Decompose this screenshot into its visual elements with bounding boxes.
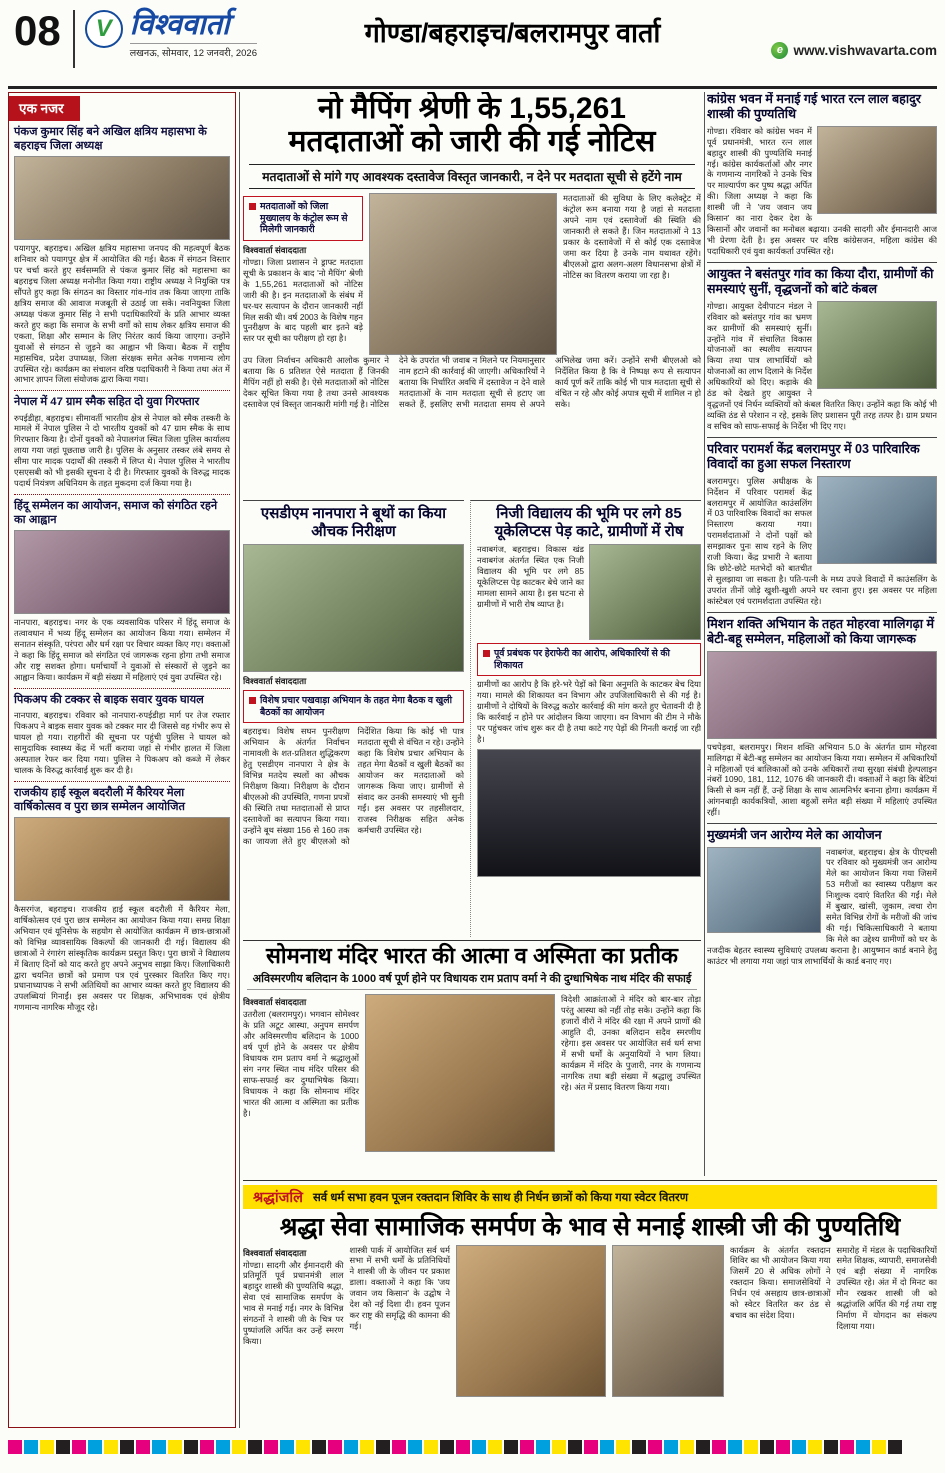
page-header bbox=[8, 6, 937, 84]
right-column bbox=[707, 92, 937, 1176]
article-photo bbox=[589, 544, 701, 640]
gathering-photo bbox=[612, 1245, 724, 1397]
article-column bbox=[730, 1245, 831, 1397]
color-registration-swatch bbox=[600, 1440, 614, 1454]
article-body: कैसरगंज, बहराइच। राजकीय हाई स्कूल बदरौली में कैरियर मेला, वार्षिकोत्सव एवं पुरा छात्र सम्मेलन का आयोजन किया गया। समग्र शिक्षा अभियान एवं यूनिसेफ के सहयोग से आयोजित कार्यक्रम में छात्र-छात्राओं को विभिन्न व्यावसायिक विकल्पों की जानकारी दी गई। विद्यालय की छात्राओं ने रंगारंग सांस्कृतिक कार्यक्रम प्रस्तुत किए। पुरा छात्रों ने विद्यालय में बिताए दिनों को याद करते हुए अपने अनुभव साझा किए। जिलाधिकारी द्वारा चयनित छात्रों को प्रमाण पत्र एवं पुरस्कार वितरित किए गए। प्रधानाध्यापक ने सभी अतिथियों का आभार व्यक्त करते हुए विद्यालय की उपलब्धियां गिनाईं। इस अवसर पर शिक्षक, अभिभावक एवं क्षेत्रीय गणमान्य नागरिक मौजूद रहे। bbox=[14, 903, 230, 1013]
news-article bbox=[14, 125, 230, 390]
article-photo bbox=[14, 817, 230, 901]
header-divider bbox=[73, 10, 75, 68]
news-article bbox=[14, 390, 230, 494]
highlight-note-box bbox=[243, 690, 464, 723]
news-article bbox=[14, 494, 230, 688]
tribute-article bbox=[243, 1180, 937, 1426]
color-registration-swatch bbox=[360, 1440, 374, 1454]
sdm-article bbox=[243, 500, 464, 937]
color-registration-swatch bbox=[776, 1440, 790, 1454]
website-url: www.vishwavarta.com bbox=[793, 42, 937, 58]
page-number: 08 bbox=[14, 7, 61, 54]
color-registration-swatch bbox=[424, 1440, 438, 1454]
color-registration-swatch bbox=[664, 1440, 678, 1454]
article-headline: पंकज कुमार सिंह बने अखिल क्षत्रिय महासभा के बहराइच जिला अध्यक्ष bbox=[14, 126, 207, 153]
header-center bbox=[308, 6, 717, 47]
edition-dateline: लखनऊ, सोमवार, 12 जनवरी, 2026 bbox=[130, 43, 257, 59]
header-right bbox=[717, 6, 937, 59]
color-registration-swatch bbox=[616, 1440, 630, 1454]
school-trees-article bbox=[470, 500, 701, 937]
article-body: पचपेड़वा, बलरामपुर। मिशन शक्ति अभियान 5.0 के अंतर्गत ग्राम मोहरवा मालिगढ़ा में बेटी-बहू सम्मेलन का आयोजन किया गया। सम्मेलन में अधिकारियों ने महिलाओं एवं बालिकाओं को उनके अधिकारों तथा सुरक्षा संबंधी हेल्पलाइन नंबरों 1090, 181, 112, 1076 की जानकारी दी। वक्ताओं ने कहा कि बेटियां किसी से कम नहीं हैं, उन्हें शिक्षा के साथ आत्मनिर्भर बनाना होगा। कार्यक्रम में आंगनबाड़ी कार्यकत्रियों, आशा बहुओं समेत बड़ी संख्या में महिलाएं उपस्थित रहीं। bbox=[707, 741, 937, 818]
website-link[interactable] bbox=[771, 42, 937, 59]
color-registration-swatch bbox=[584, 1440, 598, 1454]
article-headline: राजकीय हाई स्कूल बदरौली में कैरियर मेला वार्षिकोत्सव व पुरा छात्र सम्मेलन आयोजित bbox=[14, 786, 185, 813]
kicker-label: श्रद्धांजलि bbox=[253, 1190, 303, 1206]
article-content bbox=[707, 126, 937, 257]
news-article bbox=[14, 688, 230, 781]
article-headline: निजी विद्यालय की भूमि पर लगे 85 यूकेलिप्टस पेड़ काटे, ग्रामीणों में रोष bbox=[494, 505, 684, 540]
article-photo bbox=[707, 847, 821, 933]
article-headline: एसडीएम नानपारा ने बूथों का किया औचक निरीक्षण bbox=[260, 505, 447, 540]
color-registration-swatch bbox=[632, 1440, 646, 1454]
article-headline: सोमनाथ मंदिर भारत की आत्मा व अस्मिता का प्रतीक bbox=[266, 943, 678, 968]
color-registration-swatch bbox=[184, 1440, 198, 1454]
article-photo bbox=[707, 651, 937, 739]
color-registration-swatch bbox=[312, 1440, 326, 1454]
news-article bbox=[707, 92, 937, 262]
kicker-text: सर्व धर्म सभा हवन पूजन रक्तदान शिविर के साथ ही निर्धन छात्रों को किया गया स्वेटर वितरण bbox=[312, 1191, 689, 1204]
color-registration-swatch bbox=[840, 1440, 854, 1454]
color-registration-swatch bbox=[120, 1440, 134, 1454]
color-registration-swatch bbox=[408, 1440, 422, 1454]
note-text: पूर्व प्रबंधक पर हेराफेरी का आरोप, अधिकारियों से की शिकायत bbox=[494, 648, 670, 670]
note-text: मतदाताओं को जिला मुख्यालय के कंट्रोल रूम से मिलेगी जानकारी bbox=[260, 201, 348, 235]
article-headline: पिकअप की टक्कर से बाइक सवार युवक घायल bbox=[14, 693, 204, 706]
article-headline: कांग्रेस भवन में मनाई गई भारत रत्न लाल बहादुर शास्त्री की पुण्यतिथि bbox=[707, 92, 921, 122]
news-article bbox=[707, 437, 937, 612]
note-text: विशेष प्रचार पखवाड़ा अभियान के तहत मेगा बैठक व खुली बैठकों का आयोजन bbox=[260, 695, 452, 717]
bullet-square-icon bbox=[249, 697, 256, 704]
article-body: कार्यक्रम के अंतर्गत रक्तदान शिविर का भी आयोजन किया गया जिसमें 20 से अधिक लोगों ने रक्तदान किया। समाजसेवियों ने निर्धन एवं असहाय छात्र-छात्राओं को स्वेटर वितरित कर ठंड से बचाव का संदेश दिया। bbox=[730, 1244, 831, 1321]
color-registration-swatch bbox=[760, 1440, 774, 1454]
article-body: ग्रामीणों का आरोप है कि हरे-भरे पेड़ों को बिना अनुमति के काटकर बेच दिया गया। मामले की शिकायत वन विभाग और उपजिलाधिकारी से की गई है। ग्रामीणों ने दोषियों के विरुद्ध कठोर कार्रवाई की मांग करते हुए चेतावनी दी है कि कार्रवाई न होने पर आंदोलन किया जाएगा। वन विभाग की टीम ने मौके पर पहुंचकर जांच शुरू कर दी है तथा काटे गए पेड़ों की गिनती कराई जा रही है। bbox=[477, 679, 701, 744]
article-content bbox=[707, 847, 937, 967]
color-registration-swatch bbox=[520, 1440, 534, 1454]
article-headline: परिवार परामर्श केंद्र बलरामपुर में 03 पारिवारिक विवादों का हुआ सफल निस्तारण bbox=[707, 441, 920, 472]
globe-icon: e bbox=[771, 42, 788, 59]
lead-photo bbox=[369, 193, 557, 355]
news-article bbox=[707, 823, 937, 972]
color-registration-swatch bbox=[744, 1440, 758, 1454]
color-registration-swatch bbox=[856, 1440, 870, 1454]
article-column bbox=[350, 1245, 451, 1397]
color-registration-swatch bbox=[696, 1440, 710, 1454]
article-body: पयागपुर, बहराइच। अखिल क्षत्रिय महासभा जनपद की महत्वपूर्ण बैठक शनिवार को पयागपुर क्षेत्र में आयोजित की गई। बैठक में संगठन विस्तार पर चर्चा करते हुए सर्वसम्मति से पंकज कुमार सिंह को महासभा का बहराइच जिला अध्यक्ष मनोनीत किया गया। राष्ट्रीय अध्यक्ष ने नियुक्ति पत्र सौंपते हुए कहा कि संगठन का विस्तार गांव-गांव तक किया जाएगा ताकि क्षत्रिय समाज की आवाज मजबूती से उठाई जा सके। नवनियुक्त जिला अध्यक्ष पंकज कुमार सिंह ने सभी पदाधिकारियों के प्रति आभार व्यक्त करते हुए कहा कि समाज के सभी वर्गों को साथ लेकर क्षत्रिय समाज की एकता, शिक्षा और सम्मान के लिए निरंतर कार्य किया जाएगा। उन्होंने युवाओं से संगठन से जुड़ने का आह्वान भी किया। बैठक में राष्ट्रीय महासचिव, प्रदेश उपाध्यक्ष, जिला संरक्षक समेत अनेक गणमान्य लोग उपस्थित रहे। कार्यक्रम का संचालन वरिष्ठ पदाधिकारी ने किया तथा अंत में आभार ज्ञापन जिला संयोजक द्वारा किया गया। bbox=[14, 243, 230, 385]
color-registration-swatch bbox=[472, 1440, 486, 1454]
article-body: रुपईडीहा, बहराइच। सीमावर्ती भारतीय क्षेत्र से नेपाल को स्मैक तस्करी के मामले में नेपाल पुलिस ने दो भारतीय युवकों को 47 ग्राम स्मैक के साथ गिरफ्तार किया है। दोनों युवकों को नेपालगंज स्थित जिला पुलिस कार्यालय लाया गया जहां पूछताछ जारी है। पुलिस के अनुसार तस्कर लंबे समय से सीमा पार मादक पदार्थों की तस्करी में लिप्त थे। नेपाल पुलिस ने भारतीय एसएसबी को भी इसकी सूचना दे दी है। गिरफ्तार युवकों के विरुद्ध मादक पदार्थ नियंत्रण अधिनियम के तहत मुकदमा दर्ज किया गया है। bbox=[14, 412, 230, 489]
havan-photo bbox=[456, 1245, 606, 1397]
color-registration-swatch bbox=[712, 1440, 726, 1454]
header-left bbox=[8, 6, 308, 68]
masthead-title: विश्ववार्ता bbox=[129, 9, 230, 41]
article-photo bbox=[817, 476, 937, 564]
article-body: गोण्डा। जिला प्रशासन ने ड्राफ्ट मतदाता सूची के प्रकाशन के बाद 'नो मैपिंग' श्रेणी के 1,55,261 मतदाताओं को नोटिस जारी की है। इन मतदाताओं के संबंध में घर-घर सत्यापन के दौरान जानकारी नहीं मिल सकी थी। वर्ष 2003 के विशेष गहन पुनरीक्षण के बाद पहली बार इतने बड़े स्तर पर सूची का परीक्षण हो रहा है। bbox=[243, 256, 363, 344]
column-divider bbox=[704, 92, 705, 1176]
color-registration-swatch bbox=[200, 1440, 214, 1454]
article-photo bbox=[243, 544, 464, 672]
article-content-row bbox=[243, 1245, 937, 1397]
news-article bbox=[14, 781, 230, 1019]
brand-block bbox=[85, 6, 257, 59]
section-title: गोण्डा/बहराइच/बलरामपुर वार्ता bbox=[364, 18, 661, 48]
article-photo bbox=[14, 156, 230, 240]
color-registration-swatch bbox=[280, 1440, 294, 1454]
article-body: बलरामपुर। पुलिस अधीक्षक के निर्देशन में परिवार परामर्श केंद्र बलरामपुर में आयोजित काउंसलिंग में 03 पारिवारिक विवादों का सफल निस्तारण कराया गया। परामर्शदाताओं ने दोनों पक्षों को समझाकर पुनः साथ रहने के लिए राजी किया। केंद्र प्रभारी ने बताया कि छोटे-छोटे मतभेदों को बातचीत से सुलझाया जा सकता है। पति-पत्नी के मध्य उपजे विवादों में काउंसलिंग के उपरांत तीनों जोड़े खुशी-खुशी अपने घर रवाना हुए। इस अवसर पर महिला कांस्टेबल एवं परामर्शदाता उपस्थित रहे। bbox=[707, 475, 937, 606]
kicker-bar bbox=[243, 1185, 937, 1209]
color-registration-swatch bbox=[56, 1440, 70, 1454]
color-registration-swatch bbox=[792, 1440, 806, 1454]
color-registration-swatch bbox=[88, 1440, 102, 1454]
color-registration-swatch bbox=[808, 1440, 822, 1454]
lead-subhead: मतदाताओं से मांगे गए आवश्यक दस्तावेज विस्तृत जानकारी, न देने पर मतदाता सूची से हटेंगे नाम bbox=[249, 164, 695, 189]
article-body: बहराइच। विशेष सघन पुनरीक्षण अभियान के अंतर्गत निर्वाचन नामावली के शत-प्रतिशत शुद्धिकरण हेतु एसडीएम नानपारा ने क्षेत्र के विभिन्न मतदेय स्थलों का औचक निरीक्षण किया। निरीक्षण के दौरान बीएलओ की उपस्थिति, गणना प्रपत्रों की स्थिति तथा मतदाताओं से प्राप्त दस्तावेजों का सत्यापन किया गया। उन्होंने बूथ संख्या 156 से 160 तक का जायजा लेते हुए बीएलओ को निर्देशित किया कि कोई भी पात्र मतदाता सूची से वंचित न रहे। उन्होंने कहा कि विशेष प्रचार अभियान के तहत मेगा बैठकों व खुली बैठकों का आयोजन कर मतदाताओं को जागरूक किया जाए। ग्रामीणों से संवाद कर उनकी समस्याएं भी सुनी गईं। इस अवसर पर तहसीलदार, राजस्व निरीक्षक सहित अनेक कर्मचारी उपस्थित रहे। bbox=[243, 726, 464, 846]
ek-nazar-header: एक नजर bbox=[9, 96, 80, 121]
article-body: मतदाताओं की सुविधा के लिए कलेक्ट्रेट में कंट्रोल रूम बनाया गया है जहां से मतदाता अपने नाम एवं दस्तावेजों की स्थिति की जानकारी ले सकते हैं। जिन मतदाताओं ने 13 प्रकार के दस्तावेजों में से कोई एक दस्तावेज जमा कर दिया है उनके नाम यथावत रहेंगे। बीएलओ द्वारा अलग-अलग विधानसभा क्षेत्रों में नोटिस का वितरण कराया जा रहा है। bbox=[563, 193, 701, 280]
article-subhead: अविस्मरणीय बलिदान के 1000 वर्ष पूर्ण होने पर विधायक राम प्रताप वर्मा ने की दुग्धाभिषेक नाथ मंदिर की सफाई bbox=[247, 968, 697, 990]
color-registration-swatch bbox=[232, 1440, 246, 1454]
color-registration-swatch bbox=[504, 1440, 518, 1454]
color-registration-swatch bbox=[680, 1440, 694, 1454]
color-registration-swatch bbox=[168, 1440, 182, 1454]
color-registration-swatch bbox=[8, 1440, 22, 1454]
article-column bbox=[243, 1245, 344, 1397]
article-body: समारोह में मंडल के पदाधिकारियों समेत शिक्षक, व्यापारी, समाजसेवी एवं बड़ी संख्या में नागरिक उपस्थित रहे। अंत में दो मिनट का मौन रखकर शास्त्री जी को श्रद्धांजलि अर्पित की गई तथा राष्ट्र निर्माण में योगदान का संकल्प दिलाया गया। bbox=[836, 1244, 937, 1332]
color-registration-swatch bbox=[136, 1440, 150, 1454]
article-column bbox=[837, 1245, 938, 1397]
color-registration-swatch bbox=[872, 1440, 886, 1454]
color-registration-swatch bbox=[104, 1440, 118, 1454]
article-body: शास्त्री पार्क में आयोजित सर्व धर्म सभा में सभी धर्मों के प्रतिनिधियों ने शास्त्री जी के जीवन पर प्रकाश डाला। वक्ताओं ने कहा कि 'जय जवान जय किसान' के उद्घोष ने देश को नई दिशा दी। हवन पूजन कर राष्ट्र की समृद्धि की कामना की गई। bbox=[349, 1244, 450, 1332]
color-registration-swatch bbox=[552, 1440, 566, 1454]
column-divider bbox=[239, 92, 240, 1428]
color-registration-swatch bbox=[728, 1440, 742, 1454]
article-headline: मिशन शक्ति अभियान के तहत मोहरवा मालिगढ़ा में बेटी-बहू सम्मेलन, महिलाओं को किया जागरूक bbox=[707, 616, 935, 647]
byline: विश्ववार्ता संवाददाता bbox=[243, 997, 307, 1008]
highlight-note-box bbox=[243, 196, 363, 241]
article-content bbox=[707, 476, 937, 607]
color-registration-swatch bbox=[72, 1440, 86, 1454]
color-registration-swatch bbox=[888, 1440, 902, 1454]
newspaper-logo-icon: V bbox=[85, 10, 123, 48]
article-body: नानपारा, बहराइच। नगर के एक व्यवसायिक परिसर में हिंदू समाज के तत्वावधान में भव्य हिंदू सम्मेलन का आयोजन किया गया। सम्मेलन में सनातन संस्कृति, परंपरा और धर्म रक्षा पर विचार व्यक्त किए गए। वक्ताओं ने कहा कि हिंदू समाज को संगठित एवं जागरूक रहना होगा तभी समाज और राष्ट्र सशक्त होगा। धर्माचार्यों ने युवाओं से संस्कारों से जुड़ने का आह्वान किया। कार्यक्रम में बड़ी संख्या में महिलाएं एवं युवा उपस्थित रहे। bbox=[14, 617, 230, 682]
article-body: नवाबगंज, बहराइच। क्षेत्र के पीएचसी पर रविवार को मुख्यमंत्री जन आरोग्य मेले का आयोजन किया गया जिसमें 53 मरीजों का स्वास्थ्य परीक्षण कर निःशुल्क दवाएं वितरित की गईं। मेले में बुखार, खांसी, जुकाम, त्वचा रोग समेत विभिन्न रोगों के मरीजों की जांच की गई। चिकित्साधिकारी ने बताया कि मेले का उद्देश्य ग्रामीणों को घर के नजदीक बेहतर स्वास्थ्य सुविधाएं उपलब्ध कराना है। आयुष्मान कार्ड बनाने हेतु काउंटर भी लगाया गया जहां पात्र लाभार्थियों के कार्ड बनाए गए। bbox=[707, 846, 937, 966]
ek-nazar-column bbox=[8, 92, 236, 1428]
article-photo bbox=[817, 126, 937, 214]
article-headline: श्रद्धा सेवा सामाजिक समर्पण के भाव से मनाई शास्त्री जी की पुण्यतिथि bbox=[279, 1213, 901, 1241]
header-rule bbox=[8, 86, 937, 89]
byline: विश्ववार्ता संवाददाता bbox=[243, 676, 307, 686]
color-registration-swatch bbox=[568, 1440, 582, 1454]
color-registration-swatch bbox=[216, 1440, 230, 1454]
color-registration-swatch bbox=[456, 1440, 470, 1454]
article-photo bbox=[365, 994, 555, 1152]
registration-marks bbox=[8, 1440, 937, 1454]
color-registration-swatch bbox=[328, 1440, 342, 1454]
article-body: गोण्डा। आयुक्त देवीपाटन मंडल ने रविवार को बसंतपुर गांव का भ्रमण कर ग्रामीणों की समस्याएं सुनीं। उन्होंने गांव में संचालित विकास योजनाओं का स्थलीय सत्यापन किया तथा पात्र लाभार्थियों को योजनाओं का लाभ दिलाने के निर्देश अधिकारियों को दिए। कड़ाके की ठंड को देखते हुए आयुक्त ने वृद्धजनों एवं निर्धन व्यक्तियों को कंबल वितरित किए। उन्होंने कहा कि कोई भी व्यक्ति ठंड से परेशान न रहे, इसके लिए प्रशासन पूरी तरह तत्पर है। ग्राम प्रधान व सचिव को साफ-सफाई के निर्देश भी दिए गए। bbox=[707, 300, 937, 431]
article-body: उतरौला (बलरामपुर)। भगवान सोमेश्वर के प्रति अटूट आस्था, अनुपम समर्पण और अविस्मरणीय बलिदान के 1000 वर्ष पूर्ण होने के अवसर पर क्षेत्रीय विधायक राम प्रताप वर्मा ने श्रद्धालुओं संग नगर स्थित नाथ मंदिर परिसर की साफ-सफाई कर दुग्धाभिषेक किया। विधायक ने कहा कि सोमनाथ मंदिर भारत की आत्मा व अस्मिता का प्रतीक है। bbox=[243, 1009, 359, 1118]
highlight-note-box bbox=[477, 643, 701, 676]
article-body: उप जिला निर्वाचन अधिकारी आलोक कुमार ने बताया कि 6 प्रतिशत ऐसे मतदाता हैं जिनकी मैपिंग नहीं हो सकी है। ऐसे मतदाताओं को नोटिस देकर सूचित किया गया है तथा उनसे आवश्यक दस्तावेज एवं विस्तृत जानकारी मांगी गई है। नोटिस देने के उपरांत भी जवाब न मिलने पर नियमानुसार नाम हटाने की कार्रवाई की जाएगी। अधिकारियों ने बताया कि निर्धारित अवधि में दस्तावेज न देने वाले मतदाताओं के नाम मतदाता सूची से हटाए जा सकते हैं, इसलिए सभी मतदाता समय से अपने अभिलेख जमा करें। उन्होंने सभी बीएलओ को निर्देशित किया है कि वे निष्पक्ष रूप से सत्यापन कार्य पूर्ण करें ताकि कोई भी पात्र मतदाता सूची से वंचित न रहे और कोई अपात्र सूची में शामिल न हो सके। bbox=[243, 355, 701, 409]
bullet-square-icon bbox=[249, 203, 256, 210]
bullet-square-icon bbox=[483, 650, 490, 657]
news-article bbox=[707, 262, 937, 437]
color-registration-swatch bbox=[440, 1440, 454, 1454]
color-registration-swatch bbox=[296, 1440, 310, 1454]
color-registration-swatch bbox=[248, 1440, 262, 1454]
color-registration-swatch bbox=[152, 1440, 166, 1454]
color-registration-swatch bbox=[24, 1440, 38, 1454]
lead-content-row bbox=[243, 193, 701, 355]
color-registration-swatch bbox=[392, 1440, 406, 1454]
article-left-column bbox=[243, 994, 359, 1152]
article-content-row bbox=[477, 544, 701, 640]
byline: विश्ववार्ता संवाददाता bbox=[243, 1247, 307, 1258]
article-body: गोण्डा। सादगी और ईमानदारी की प्रतिमूर्ति पूर्व प्रधानमंत्री लाल बहादुर शास्त्री की पुण्यतिथि श्रद्धा, सेवा एवं सामाजिक समर्पण के भाव से मनाई गई। नगर के विभिन्न संगठनों ने शास्त्री जी के चित्र पर पुष्पांजलि अर्पित कर उन्हें स्मरण किया। bbox=[243, 1259, 344, 1347]
article-headline: हिंदू सम्मेलन का आयोजन, समाज को संगठित रहने का आह्वान bbox=[14, 500, 218, 527]
article-headline: नेपाल में 47 ग्राम स्मैक सहित दो युवा गिरफ्तार bbox=[14, 396, 200, 409]
color-registration-swatch bbox=[536, 1440, 550, 1454]
color-registration-swatch bbox=[376, 1440, 390, 1454]
color-registration-swatch bbox=[648, 1440, 662, 1454]
article-headline: आयुक्त ने बसंतपुर गांव का किया दौरा, ग्रामीणों की समस्याएं सुनीं, वृद्धजनों को बांटे कंबल bbox=[707, 266, 934, 297]
color-registration-swatch bbox=[488, 1440, 502, 1454]
color-registration-swatch bbox=[824, 1440, 838, 1454]
article-photo bbox=[817, 301, 937, 389]
article-body: नानपारा, बहराइच। रविवार को नानपारा-रुपईडीहा मार्ग पर तेज रफ्तार पिकअप ने बाइक सवार युवक को टक्कर मार दी जिससे वह गंभीर रूप से घायल हो गया। राहगीरों की सूचना पर पहुंची पुलिस ने घायल को सामुदायिक स्वास्थ्य केंद्र में भर्ती कराया जहां से गंभीर हालत में जिला अस्पताल रेफर कर दिया गया। पुलिस ने पिकअप को कब्जे में लेकर चालक के विरुद्ध कार्रवाई शुरू कर दी है। bbox=[14, 710, 230, 775]
article-headline: मुख्यमंत्री जन आरोग्य मेले का आयोजन bbox=[707, 828, 882, 843]
crowd-photo bbox=[477, 749, 701, 877]
lead-headline-line1: नो मैपिंग श्रेणी के 1,55,261 bbox=[318, 92, 626, 125]
lead-article bbox=[243, 92, 701, 496]
article-body: गोण्डा। रविवार को कांग्रेस भवन में पूर्व प्रधानमंत्री, भारत रत्न लाल बहादुर शास्त्री की पुण्यतिथि मनाई गई। कांग्रेस कार्यकर्ताओं और नगर के गणमान्य नागरिकों ने उनके चित्र पर माल्यार्पण कर पुष्प श्रद्धा अर्पित की। जिला अध्यक्ष ने कहा कि शास्त्री जी ने 'जय जवान जय किसान' का नारा देकर देश के किसानों और जवानों का मनोबल बढ़ाया। उनकी सादगी और ईमानदारी आज भी प्रेरणा देती है। इस अवसर पर वरिष्ठ कांग्रेसजन, महिला कांग्रेस की पदाधिकारी एवं युवा कार्यकर्ता उपस्थित रहे। bbox=[707, 125, 937, 257]
article-body: विदेशी आक्रांताओं ने मंदिर को बार-बार तोड़ा परंतु आस्था को नहीं तोड़ सके। उन्होंने कहा कि हजारों वीरों ने मंदिर की रक्षा में अपने प्राणों की आहुति दी, उनका बलिदान सदैव स्मरणीय रहेगा। इस अवसर पर आयोजित सर्व धर्म सभा में सभी धर्मों के अनुयायियों ने भाग लिया। कार्यक्रम में मंदिर के पुजारी, नगर के गणमान्य नागरिक तथा बड़ी संख्या में श्रद्धालु उपस्थित रहे। अंत में प्रसाद वितरण किया गया। bbox=[561, 994, 701, 1092]
article-photo bbox=[14, 530, 230, 614]
article-body: नवाबगंज, बहराइच। विकास खंड नवाबगंज अंतर्गत स्थित एक निजी विद्यालय की भूमि पर लगे 85 यूकेलिप्टस पेड़ काटकर बेचे जाने का मामला सामने आया है। इस घटना से ग्रामीणों में भारी रोष व्याप्त है। bbox=[477, 544, 584, 609]
article-content bbox=[707, 301, 937, 432]
news-article bbox=[707, 612, 937, 823]
article-content-row bbox=[243, 994, 701, 1152]
color-registration-swatch bbox=[344, 1440, 358, 1454]
color-registration-swatch bbox=[264, 1440, 278, 1454]
lead-headline-line2: मतदाताओं को जारी की गई नोटिस bbox=[288, 125, 656, 158]
byline: विश्ववार्ता संवाददाता bbox=[243, 244, 307, 255]
somnath-article bbox=[243, 940, 701, 1176]
lead-left-column bbox=[243, 193, 363, 355]
color-registration-swatch bbox=[40, 1440, 54, 1454]
